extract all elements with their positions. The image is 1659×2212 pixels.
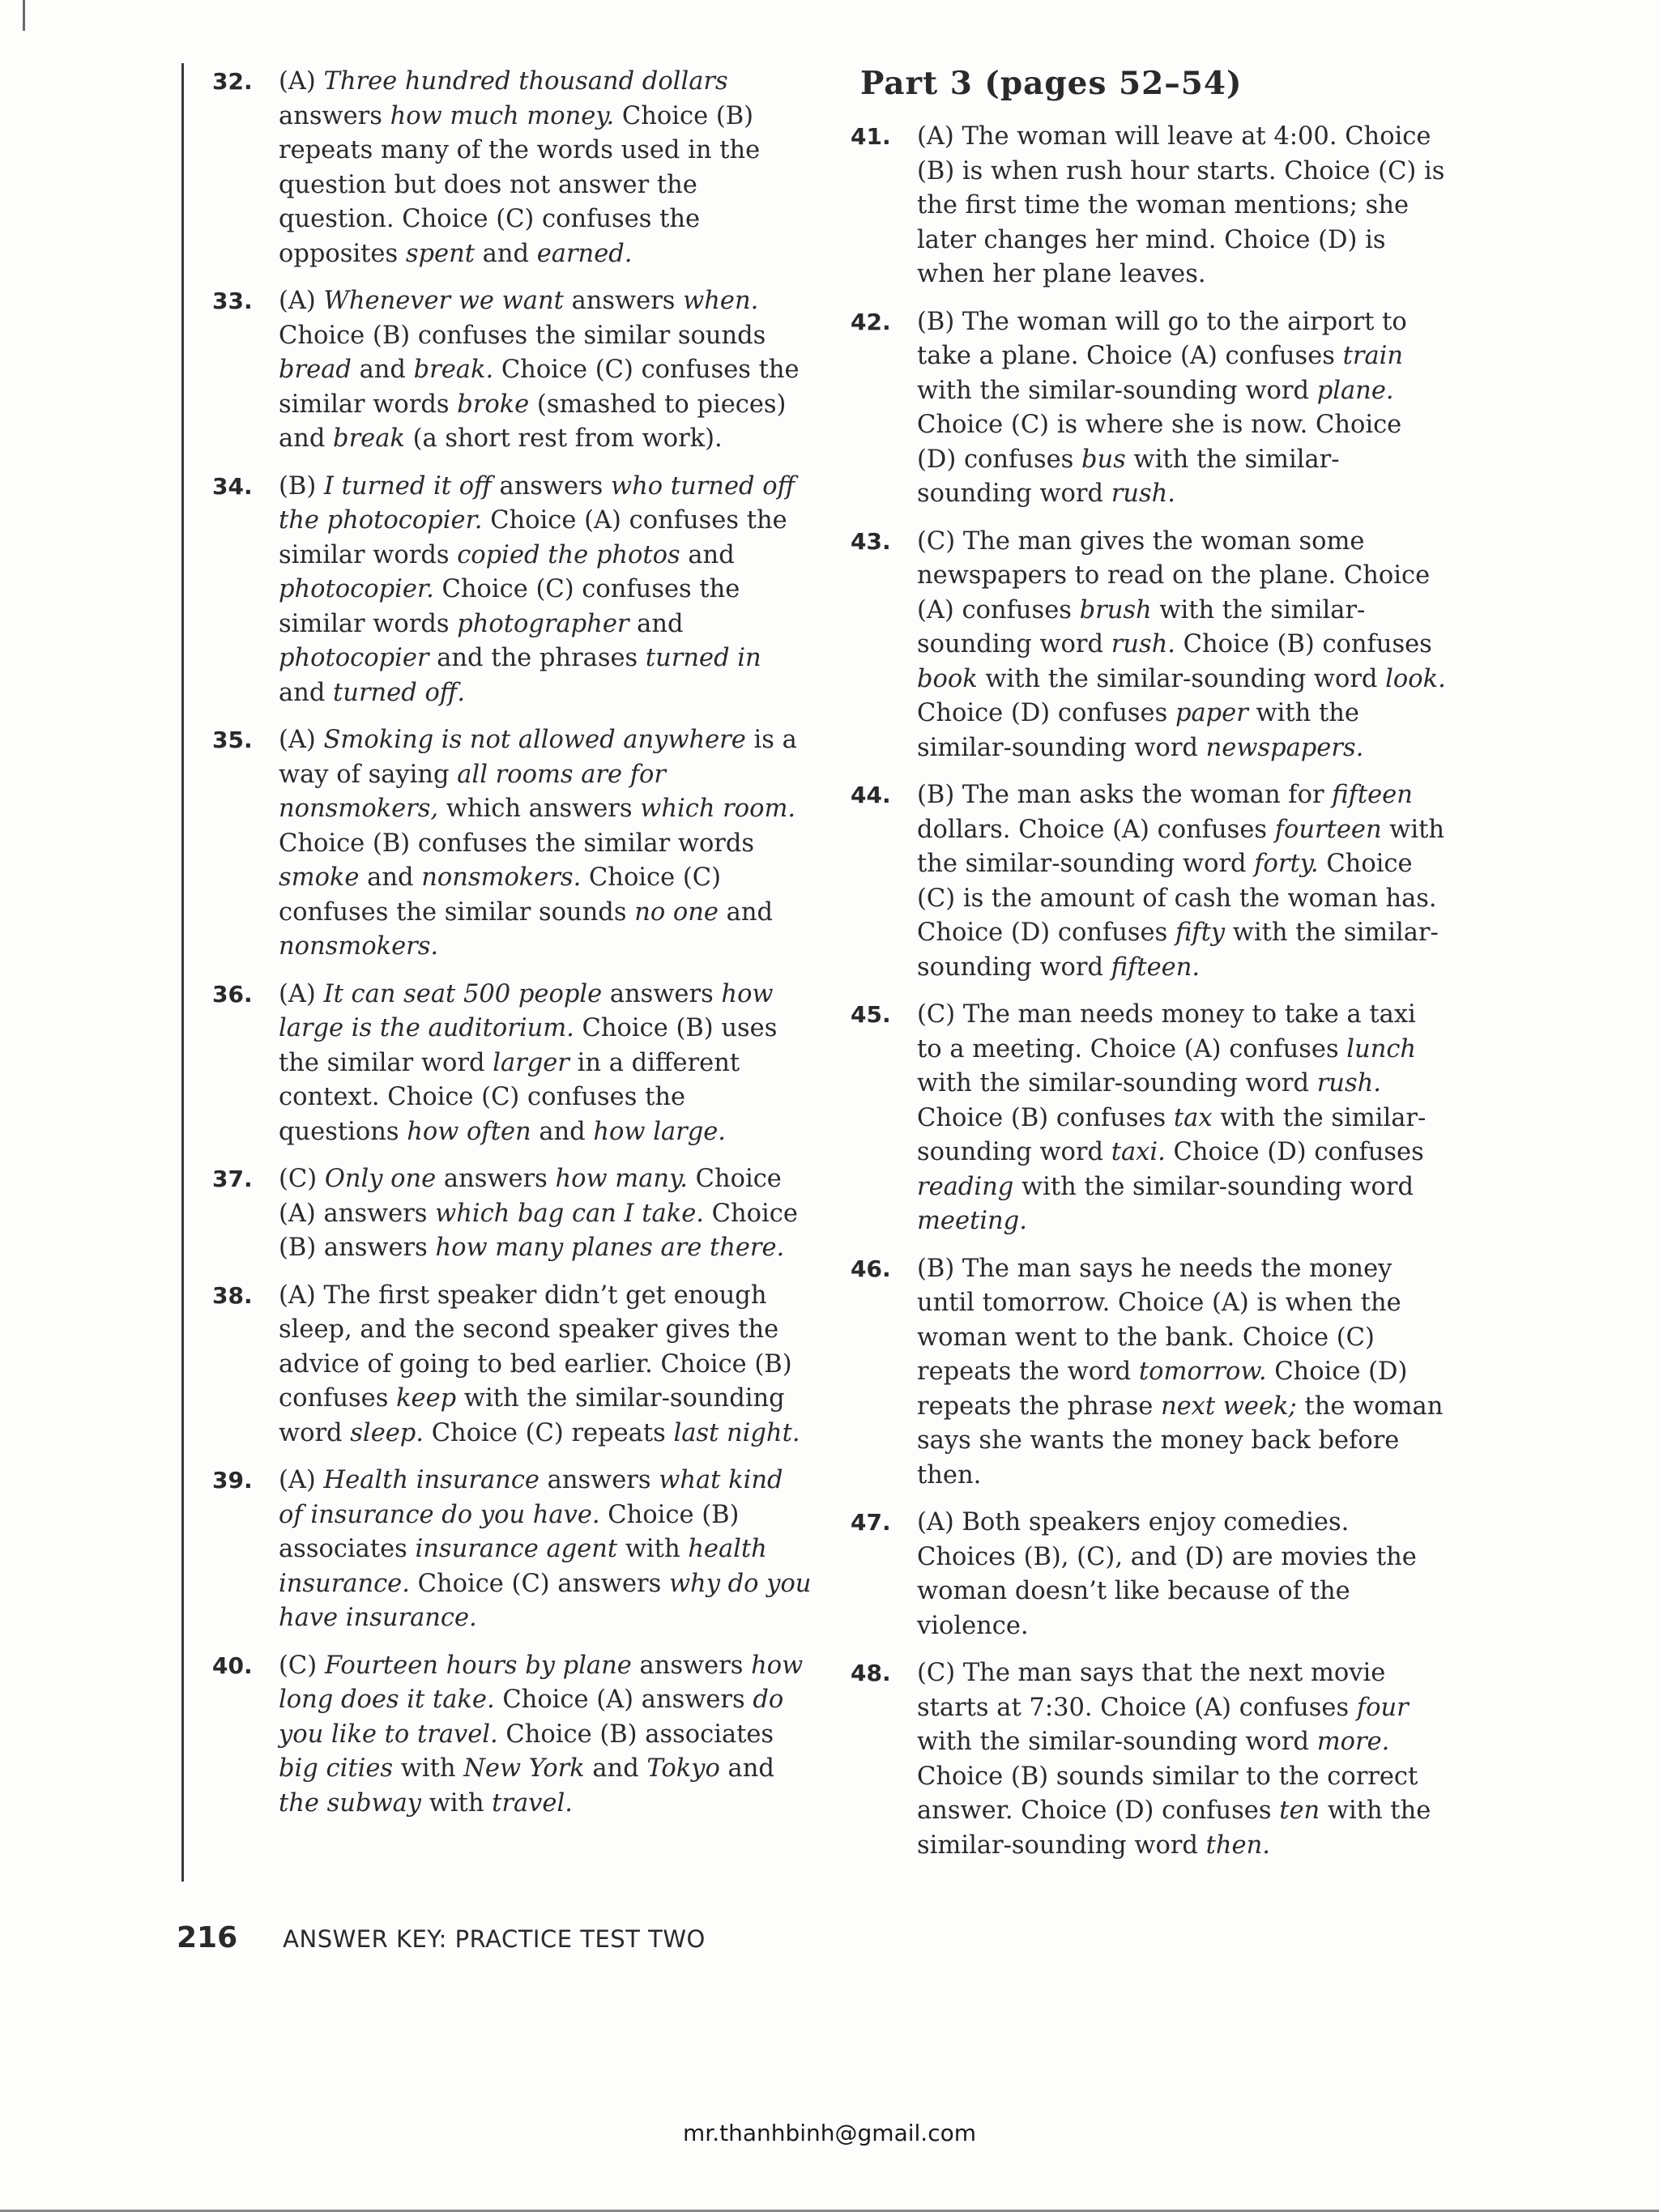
answer-entry bbox=[212, 1649, 812, 1822]
margin-rule bbox=[181, 63, 184, 1882]
answer-number: 40. bbox=[212, 1652, 253, 1679]
answer-list-left bbox=[212, 65, 812, 1821]
answer-explanation: (A) Both speakers enjoy comedies. Choices (B), (C), and (D) are movies the woman doesn’t like because of the violence. bbox=[917, 1508, 1417, 1640]
answer-number: 35. bbox=[212, 727, 253, 753]
answer-entry bbox=[851, 998, 1446, 1239]
answer-entry bbox=[851, 525, 1446, 766]
answer-number: 38. bbox=[212, 1281, 253, 1309]
answer-number: 34. bbox=[212, 472, 253, 500]
answer-number: 42. bbox=[851, 308, 891, 335]
answer-entry bbox=[851, 120, 1446, 292]
answer-entry bbox=[212, 723, 812, 965]
answer-explanation: (A) Whenever we want answers when. Choice (B) confuses the similar sounds bread and break. Choice (C) confuses the similar words broke (smashed to pieces) and break (a short rest from work). bbox=[279, 287, 800, 453]
answer-list-right bbox=[851, 120, 1446, 1863]
running-title: ANSWER KEY: PRACTICE TEST TWO bbox=[283, 1925, 706, 1953]
answer-number: 43. bbox=[851, 527, 891, 555]
answer-entry bbox=[851, 305, 1446, 512]
answer-explanation: (B) I turned it off answers who turned off the photocopier. Choice (A) confuses the similar words copied the photos and photocopier. Choice (C) confuses the similar words photographer and photocopier and the phrases turned in and turned off. bbox=[279, 471, 795, 707]
answer-number: 37. bbox=[212, 1166, 253, 1192]
answer-number: 44. bbox=[851, 782, 891, 808]
answer-entry bbox=[212, 978, 812, 1150]
answer-explanation: (C) The man gives the woman some newspapers to read on the plane. Choice (A) confuses brush with the similar-sounding word rush. Choice (B) confuses book with the similar-sounding word look. Choice (D) confuses paper with the similar-sounding word newspapers. bbox=[917, 526, 1446, 762]
answer-explanation: (B) The man says he needs the money until tomorrow. Choice (A) is when the woman went to the bank. Choice (C) repeats the word tomorrow. Choice (D) repeats the phrase next week; the woman says she wants the money back before then. bbox=[917, 1254, 1444, 1490]
answer-explanation: (A) It can seat 500 people answers how large is the auditorium. Choice (B) uses the similar word larger in a different context. Choice (C) confuses the questions how often and how large. bbox=[279, 979, 778, 1146]
answer-number: 39. bbox=[212, 1467, 253, 1494]
answer-explanation: (A) Three hundred thousand dollars answers how much money. Choice (B) repeats many of the words used in the question but does not answer the question. Choice (C) confuses the opposites spent and earned. bbox=[279, 67, 761, 268]
answer-number: 46. bbox=[851, 1255, 891, 1282]
answer-number: 48. bbox=[851, 1660, 891, 1686]
left-column bbox=[212, 65, 812, 1834]
answer-number: 41. bbox=[851, 123, 891, 150]
answer-explanation: (C) The man says that the next movie starts at 7:30. Choice (A) confuses four with the similar-sounding word more. Choice (B) sounds similar to the correct answer. Choice (D) confuses ten with the similar-sounding word then. bbox=[917, 1659, 1431, 1860]
answer-number: 45. bbox=[851, 1001, 891, 1028]
answer-entry bbox=[851, 1252, 1446, 1494]
answer-entry bbox=[212, 1162, 812, 1266]
right-column bbox=[851, 65, 1446, 1876]
answer-number: 47. bbox=[851, 1509, 891, 1536]
answer-entry bbox=[212, 1279, 812, 1451]
answer-entry bbox=[212, 284, 812, 457]
answer-explanation: (C) Only one answers how many. Choice (A) answers which bag can I take. Choice (B) answers how many planes are there. bbox=[279, 1165, 798, 1262]
answer-entry bbox=[851, 1656, 1446, 1863]
answer-explanation: (C) Fourteen hours by plane answers how long does it take. Choice (A) answers do you like to travel. Choice (B) associates big cities with New York and Tokyo and the subway with travel. bbox=[279, 1651, 804, 1818]
answer-number: 32. bbox=[212, 68, 253, 95]
answer-explanation: (A) Smoking is not allowed anywhere is a way of saying all rooms are for nonsmokers, which answers which room. Choice (B) confuses the similar words smoke and nonsmokers. Choice (C) confuses the similar sounds no one and nonsmokers. bbox=[279, 726, 797, 961]
page-number: 216 bbox=[177, 1921, 238, 1954]
answer-entry bbox=[851, 778, 1446, 985]
answer-number: 33. bbox=[212, 288, 253, 314]
scan-edge-mark bbox=[23, 0, 25, 31]
answer-entry bbox=[212, 1464, 812, 1636]
answer-number: 36. bbox=[212, 980, 253, 1008]
page-footer bbox=[177, 1921, 706, 1954]
part-heading: Part 3 (pages 52–54) bbox=[860, 65, 1243, 102]
answer-explanation: (B) The man asks the woman for fifteen dollars. Choice (A) confuses fourteen with the similar-sounding word forty. Choice (C) is the amount of cash the woman has. Choice (D) confuses fifty with the similar-sounding word fifteen. bbox=[917, 781, 1445, 982]
answer-explanation: (A) Health insurance answers what kind of insurance do you have. Choice (B) associates insurance agent with health insurance. Choice (C) answers why do you have insurance. bbox=[279, 1466, 812, 1632]
answer-explanation: (B) The woman will go to the airport to take a plane. Choice (A) confuses train with the similar-sounding word plane. Choice (C) is where she is now. Choice (D) confuses bus with the similar-sounding word rush. bbox=[917, 307, 1407, 508]
answer-entry bbox=[212, 470, 812, 711]
answer-entry bbox=[212, 65, 812, 271]
answer-entry bbox=[851, 1506, 1446, 1643]
contact-email: mr.thanhbinh@gmail.com bbox=[682, 2120, 976, 2146]
answer-explanation: (A) The woman will leave at 4:00. Choice (B) is when rush hour starts. Choice (C) is the first time the woman mentions; she later changes her mind. Choice (D) is when her plane leaves. bbox=[917, 122, 1445, 288]
answer-explanation: (A) The first speaker didn’t get enough sleep, and the second speaker gives the advice of going to bed earlier. Choice (B) confuses keep with the similar-sounding word sleep. Choice (C) repeats last night. bbox=[279, 1281, 800, 1447]
answer-explanation: (C) The man needs money to take a taxi to a meeting. Choice (A) confuses lunch with the similar-sounding word rush. Choice (B) confuses tax with the similar-sounding word taxi. Choice (D) confuses reading with the similar-sounding word meeting. bbox=[917, 1000, 1427, 1235]
